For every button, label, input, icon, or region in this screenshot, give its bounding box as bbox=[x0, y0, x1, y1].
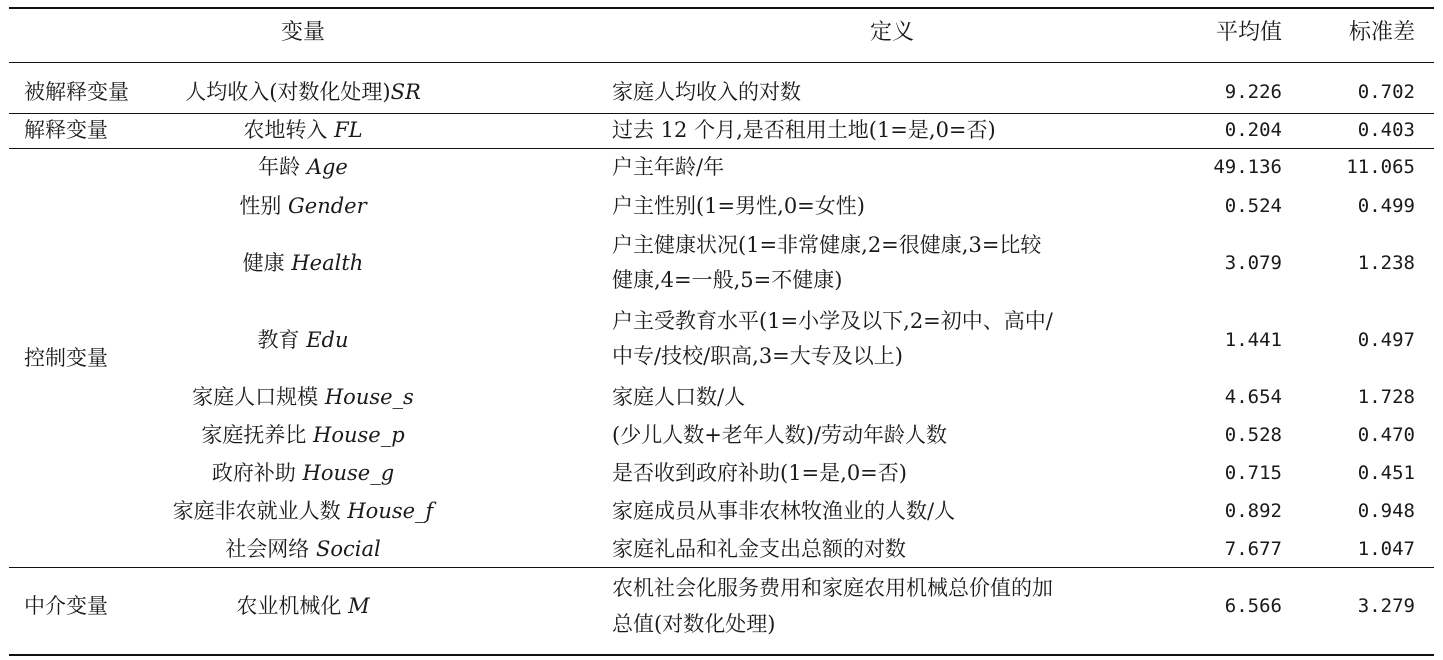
table-row-definition: 户主性别(1=男性,0=女性) bbox=[612, 194, 865, 218]
table-row-mean: 0.524 bbox=[1224, 195, 1282, 217]
table-row-mean: 6.566 bbox=[1224, 595, 1282, 617]
table-row-definition: 家庭人口数/人 bbox=[612, 385, 746, 409]
table-row-mean: 0.892 bbox=[1224, 500, 1282, 522]
table-row-definition: 户主年龄/年 bbox=[612, 155, 725, 179]
table-row-sd: 1.728 bbox=[1357, 386, 1415, 408]
table-row-mean: 0.204 bbox=[1224, 119, 1282, 141]
bottom-rule bbox=[9, 654, 1434, 656]
table-row-mean: 4.654 bbox=[1224, 386, 1282, 408]
table-row-variable: 社会网络 Social bbox=[225, 537, 381, 561]
table-row-variable: 健康 Health bbox=[242, 251, 364, 275]
table-row-sd: 0.702 bbox=[1357, 81, 1415, 103]
table-row-variable: 农地转入 FL bbox=[243, 118, 363, 142]
table-row-variable: 性别 Gender bbox=[239, 194, 367, 218]
table-row-mean: 7.677 bbox=[1224, 538, 1282, 560]
category-mediator: 中介变量 bbox=[24, 594, 108, 618]
table-row-variable: 家庭抚养比 House_p bbox=[201, 423, 405, 447]
table-row-definition: 中专/技校/职高,3=大专及以上) bbox=[612, 344, 903, 368]
table-row-variable: 农业机械化 M bbox=[236, 594, 370, 618]
table-row-variable: 年龄 Age bbox=[258, 155, 348, 179]
table-row-definition: 家庭成员从事非农林牧渔业的人数/人 bbox=[612, 499, 956, 523]
table-row-sd: 11.065 bbox=[1346, 156, 1415, 178]
table-row-mean: 0.715 bbox=[1224, 462, 1282, 484]
header-definition: 定义 bbox=[869, 20, 914, 45]
table-row-mean: 3.079 bbox=[1224, 252, 1282, 274]
table-row-sd: 1.238 bbox=[1357, 252, 1415, 274]
header-sd: 标准差 bbox=[1348, 20, 1415, 45]
table-row-definition: 家庭人均收入的对数 bbox=[612, 80, 801, 104]
table-row-mean: 1.441 bbox=[1224, 329, 1282, 351]
table-row-definition: (少儿人数+老年人数)/劳动年龄人数 bbox=[612, 423, 948, 447]
table-row-sd: 0.948 bbox=[1357, 500, 1415, 522]
table-row-variable: 人均收入(对数化处理)SR bbox=[185, 80, 421, 104]
table-row-variable: 家庭人口规模 House_s bbox=[192, 385, 414, 409]
table-row-definition: 过去 12 个月,是否租用土地(1=是,0=否) bbox=[612, 118, 996, 142]
header-mean: 平均值 bbox=[1215, 20, 1282, 45]
table-row-sd: 0.497 bbox=[1357, 329, 1415, 351]
table-row-mean: 0.528 bbox=[1224, 424, 1282, 446]
table-row-mean: 49.136 bbox=[1213, 156, 1282, 178]
table-row-definition: 户主受教育水平(1=小学及以下,2=初中、高中/ bbox=[612, 309, 1053, 333]
table-row-variable: 家庭非农就业人数 House_f bbox=[172, 499, 434, 523]
top-rule bbox=[9, 7, 1434, 9]
table-row-sd: 0.470 bbox=[1357, 424, 1415, 446]
category-control: 控制变量 bbox=[24, 346, 108, 370]
table-row-definition: 健康,4=一般,5=不健康) bbox=[612, 268, 843, 292]
table-row-sd: 0.403 bbox=[1357, 119, 1415, 141]
table-row-sd: 1.047 bbox=[1357, 538, 1415, 560]
table-row-definition: 是否收到政府补助(1=是,0=否) bbox=[612, 461, 907, 485]
table-row-sd: 0.499 bbox=[1357, 195, 1415, 217]
table-row-sd: 0.451 bbox=[1357, 462, 1415, 484]
table-row-definition: 农机社会化服务费用和家庭农用机械总价值的加 bbox=[612, 576, 1053, 600]
table-row-variable: 政府补助 House_g bbox=[211, 461, 395, 485]
table-row-mean: 9.226 bbox=[1224, 81, 1282, 103]
table-row-variable: 教育 Edu bbox=[257, 328, 349, 352]
table-row-sd: 3.279 bbox=[1357, 595, 1415, 617]
table-row-definition: 家庭礼品和礼金支出总额的对数 bbox=[612, 537, 906, 561]
header-variable: 变量 bbox=[280, 20, 325, 45]
table-row-definition: 户主健康状况(1=非常健康,2=很健康,3=比较 bbox=[612, 233, 1042, 257]
header-rule bbox=[9, 62, 1434, 63]
category-dependent: 被解释变量 bbox=[24, 80, 129, 104]
category-explanatory: 解释变量 bbox=[24, 118, 108, 142]
table-row-definition: 总值(对数化处理) bbox=[612, 612, 776, 636]
